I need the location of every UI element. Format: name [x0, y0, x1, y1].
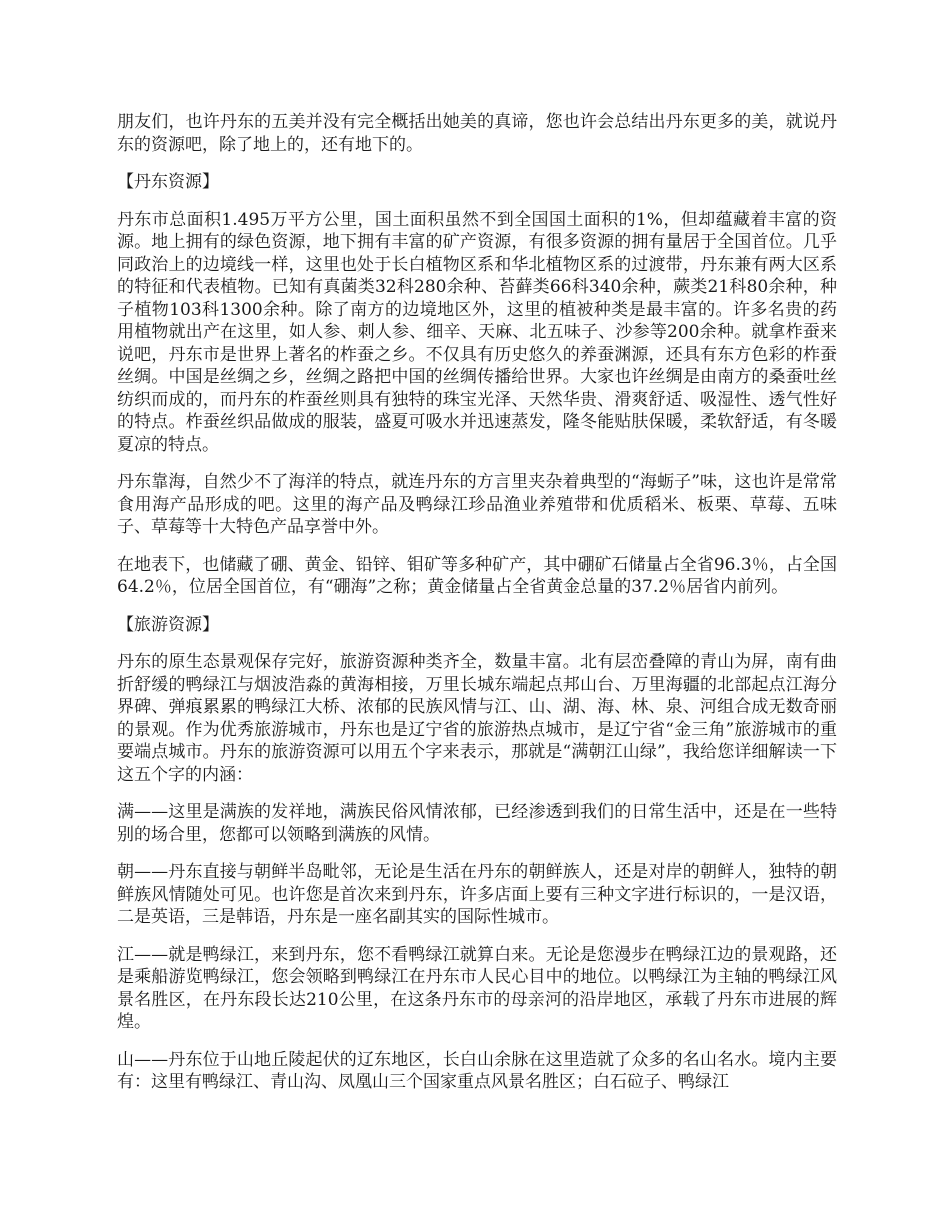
paragraph-shan: 山——丹东位于山地丘陵起伏的辽东地区，长白山余脉在这里造就了众多的名山名水。境内主要有：这里有鸭绿江、青山沟、凤凰山三个国家重点风景名胜区；白石砬子、鸭绿江 [117, 1049, 837, 1092]
section-heading-resources: 【丹东资源】 [117, 172, 219, 192]
document-body [117, 111, 837, 1109]
paragraph-chao: 朝——丹东直接与朝鲜半岛毗邻，无论是生活在丹东的朝鲜族人，还是对岸的朝鲜人，独特的朝鲜族风情随处可见。也许您是首次来到丹东，许多店面上要有三种文字进行标识的，一是汉语，二是英语，三是韩语，丹东是一座名副其实的国际性城市。 [117, 862, 837, 927]
paragraph-man: 满——这里是满族的发祥地，满族民俗风情浓郁，已经渗透到我们的日常生活中，还是在一些特别的场合里，您都可以领略到满族的风情。 [117, 802, 837, 845]
paragraph-jiang: 江——就是鸭绿江，来到丹东，您不看鸭绿江就算白来。无论是您漫步在鸭绿江边的景观路，还是乘船游览鸭绿江，您会领略到鸭绿江在丹东市人民心目中的地位。以鸭绿江为主轴的鸭绿江风景名胜区，在丹东段长达210公里，在这条丹东市的母亲河的沿岸地区，承载了丹东市进展的辉煌。 [117, 944, 837, 1032]
paragraph-minerals: 在地表下，也储藏了硼、黄金、铅锌、钼矿等多种矿产，其中硼矿石储量占全省96.3％，占全国64.2％，位居全国首位，有“硼海”之称；黄金储量占全省黄金总量的37.2％居省内前列。 [117, 554, 837, 597]
paragraph-intro: 朋友们，也许丹东的五美并没有完全概括出她美的真谛，您也许会总结出丹东更多的美，就说丹东的资源吧，除了地上的，还有地下的。 [117, 112, 837, 155]
paragraph-sea: 丹东靠海，自然少不了海洋的特点，就连丹东的方言里夹杂着典型的“海蛎子”味，这也许是常常食用海产品形成的吧。这里的海产品及鸭绿江珍品渔业养殖带和优质稻米、板栗、草莓、五味子、草莓等十大特色产品享誉中外。 [117, 472, 837, 537]
paragraph-resources: 丹东市总面积1.495万平方公里，国土面积虽然不到全国国土面积的1%，但却蕴藏着丰富的资源。地上拥有的绿色资源，地下拥有丰富的矿产资源，有很多资源的拥有量居于全国首位。几乎同政治上的边境线一样，这里也处于长白植物区系和华北植物区系的过渡带，丹东兼有两大区系的特征和代表植物。已知有真菌类32科280余种、苔藓类66科340余种，蕨类21科80余种，种子植物103科1300余种。除了南方的边境地区外，这里的植被种类是最丰富的。许多名贵的药用植物就出产在这里，如人参、刺人参、细辛、天麻、北五味子、沙参等200余种。就拿柞蚕来说吧，丹东市是世界上著名的柞蚕之乡。不仅具有历史悠久的养蚕渊源，还具有东方色彩的柞蚕丝绸。中国是丝绸之乡，丝绸之路把中国的丝绸传播给世界。大家也许丝绸是由南方的桑蚕吐丝纺织而成的，而丹东的柞蚕丝则具有独特的珠宝光泽、天然华贵、滑爽舒适、吸湿性、透气性好的特点。柞蚕丝织品做成的服装，盛夏可吸水并迅速蒸发，隆冬能贴肤保暖，柔软舒适，有冬暖夏凉的特点。 [117, 209, 837, 455]
section-heading-tourism: 【旅游资源】 [117, 614, 219, 635]
paragraph-tourism: 丹东的原生态景观保存完好，旅游资源种类齐全，数量丰富。北有层峦叠障的青山为屏，南有曲折舒缓的鸭绿江与烟波浩淼的黄海相接，万里长城东端起点邦山台、万里海疆的北部起点江海分界碑、弹痕累累的鸭绿江大桥、浓郁的民族风情与江、山、湖、海、林、泉、河组合成无数奇丽的景观。作为优秀旅游城市，丹东也是辽宁省的旅游热点城市，是辽宁省“金三角”旅游城市的重要端点城市。丹东的旅游资源可以用五个字来表示，那就是“满朝江山绿”，我给您详细解读一下这五个字的内涵： [117, 652, 837, 785]
